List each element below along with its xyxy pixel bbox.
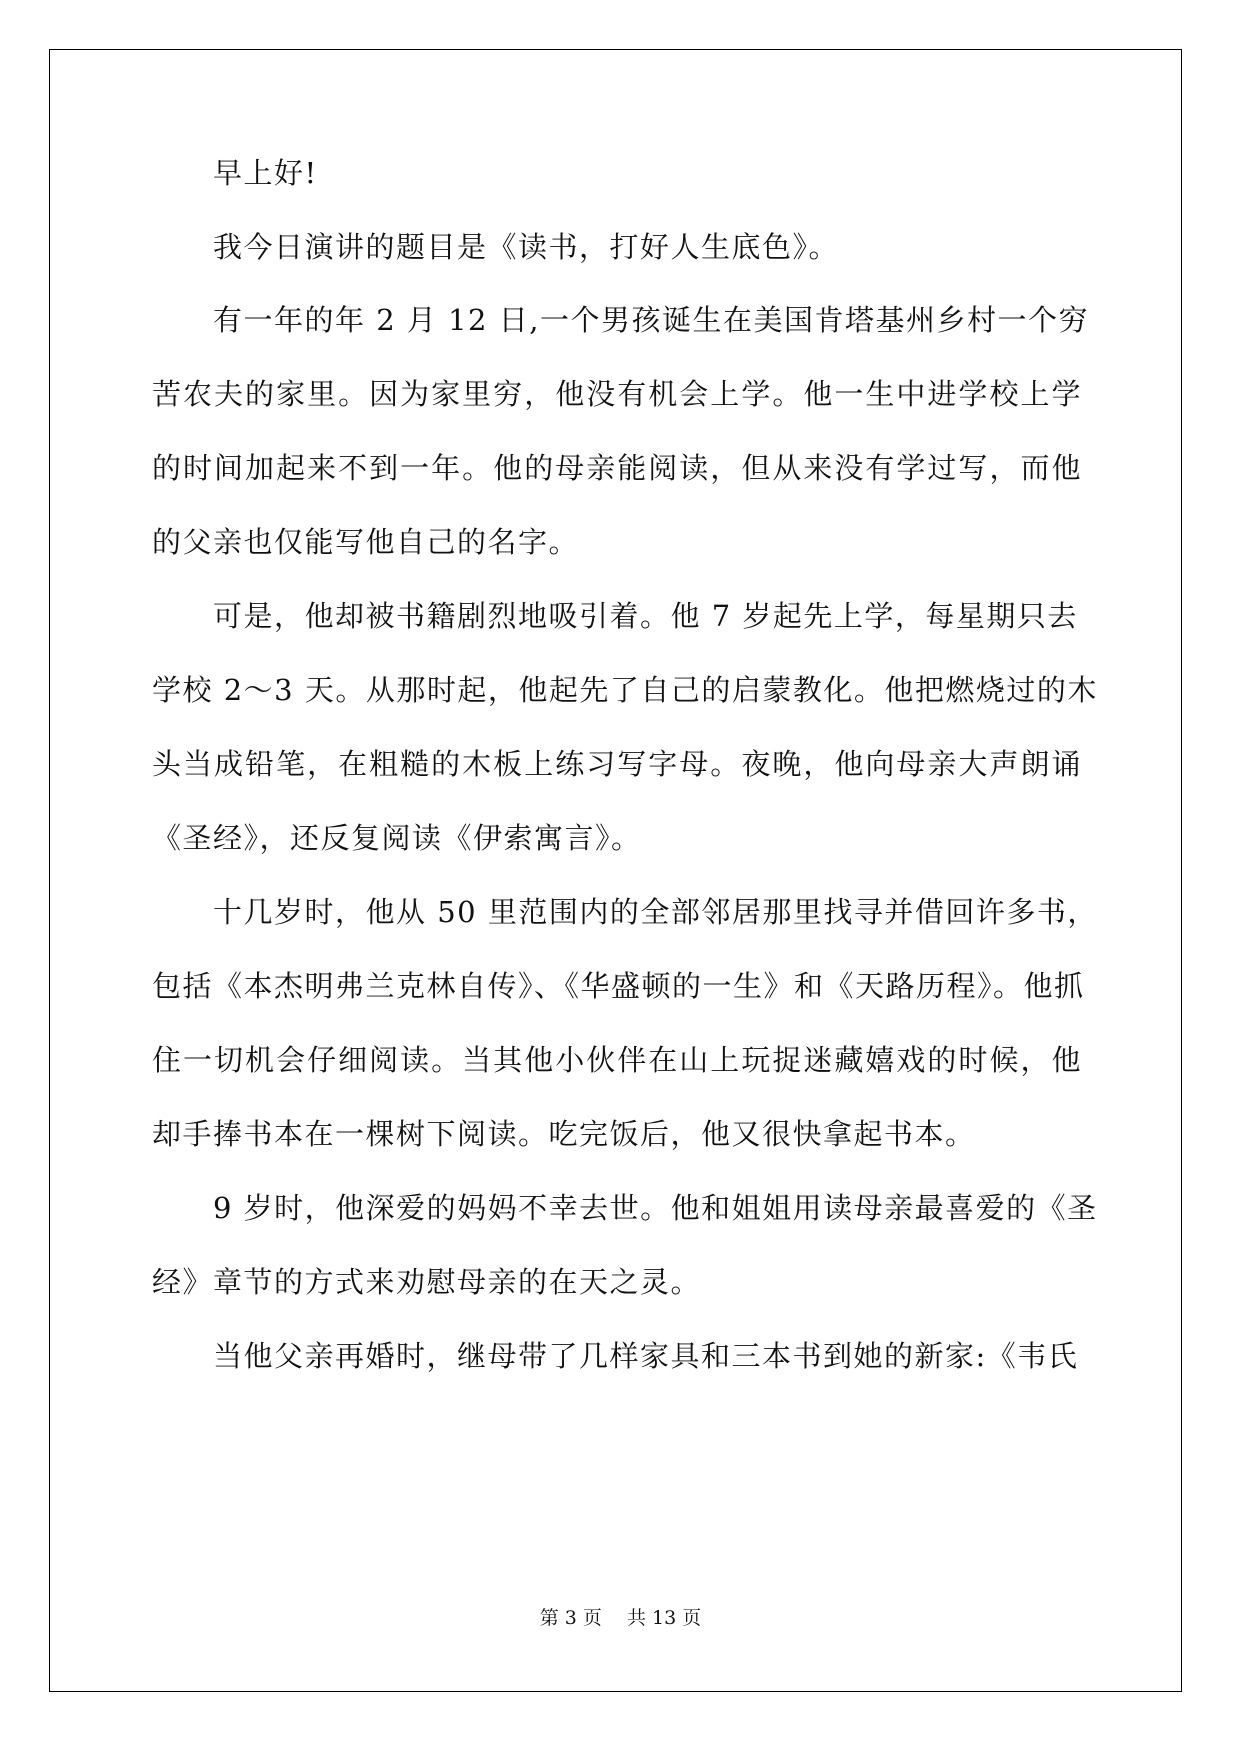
page-border	[49, 49, 1182, 1692]
paragraph-line: 住一切机会仔细阅读。当其他小伙伴在山上玩捉迷藏嬉戏的时候，他	[152, 1043, 1082, 1077]
paragraph-line: 经》章节的方式来劝慰母亲的在天之灵。	[152, 1265, 702, 1299]
paragraph-line: 可是，他却被书籍剧烈地吸引着。他 7 岁起先上学，每星期只去	[213, 599, 1078, 633]
paragraph-line: 十几岁时，他从 50 里范围内的全部邻居那里找寻并借回许多书，	[213, 895, 1098, 929]
paragraph-line: 9 岁时，他深爱的妈妈不幸去世。他和姐姐用读母亲最喜爱的《圣	[213, 1191, 1098, 1225]
paragraph-line: 的父亲也仅能写他自己的名字。	[152, 525, 580, 559]
paragraph-line: 包括《本杰明弗兰克林自传》、《华盛顿的一生》和《天路历程》。他抓	[152, 969, 1085, 1003]
paragraph-line: 的时间加起来不到一年。他的母亲能阅读，但从来没有学过写，而他	[152, 451, 1082, 485]
paragraph-line: 学校 2～3 天。从那时起，他起先了自己的启蒙教化。他把燃烧过的木	[152, 673, 1098, 707]
topic-line: 我今日演讲的题目是《读书，打好人生底色》。	[213, 230, 840, 264]
paragraph-line: 头当成铅笔，在粗糙的木板上练习写字母。夜晚，他向母亲大声朗诵	[152, 747, 1082, 781]
paragraph-line: 《圣经》，还反复阅读《伊索寓言》。	[152, 821, 642, 855]
greeting-line: 早上好!	[213, 156, 318, 190]
paragraph-line: 苦农夫的家里。因为家里穷，他没有机会上学。他一生中进学校上学	[152, 377, 1082, 411]
paragraph-line: 当他父亲再婚时，继母带了几样家具和三本书到她的新家:《韦氏	[213, 1339, 1079, 1373]
paragraph-line: 却手捧书本在一棵树下阅读。吃完饭后，他又很快拿起书本。	[152, 1117, 976, 1151]
paragraph-line: 有一年的年 2 月 12 日,一个男孩诞生在美国肯塔基州乡村一个穷	[213, 303, 1089, 337]
page-number: 第 3 页 共 13 页	[539, 1607, 702, 1629]
